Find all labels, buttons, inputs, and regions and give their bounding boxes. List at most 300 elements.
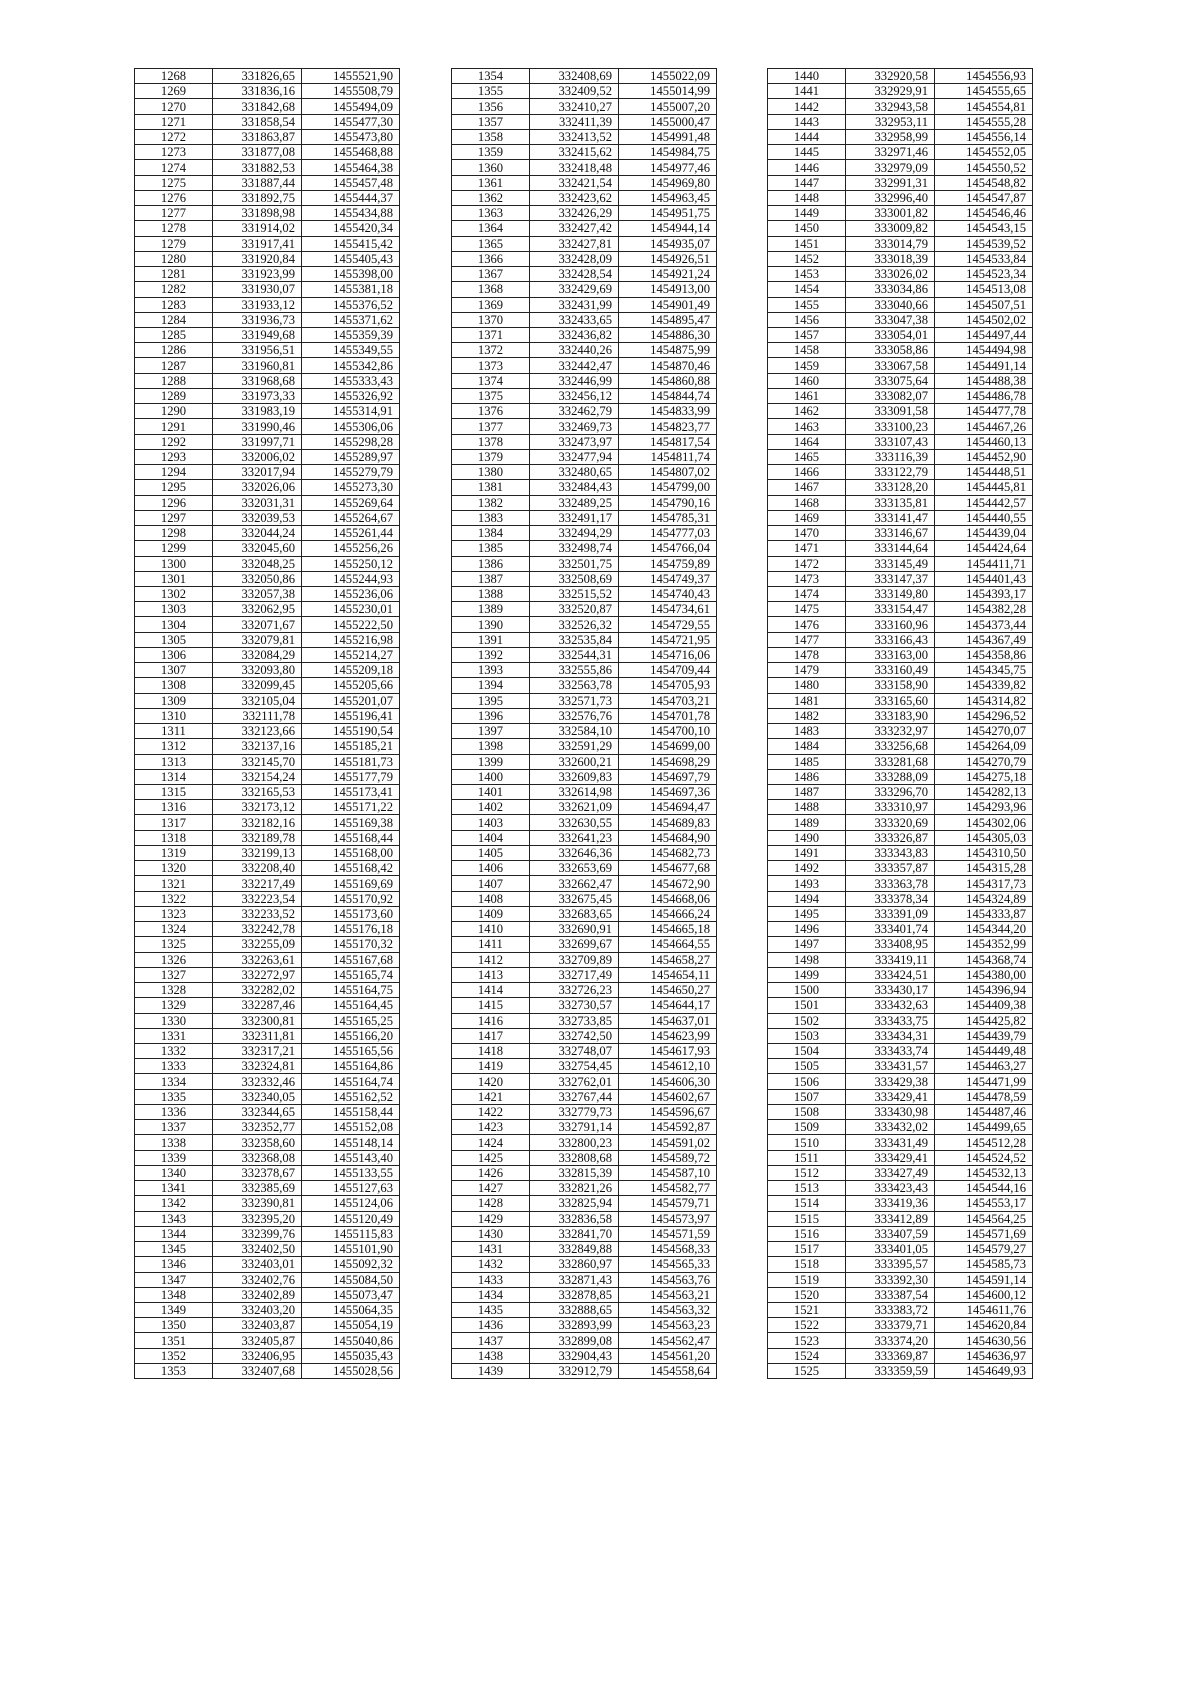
point-number: 1415 (452, 998, 530, 1013)
table-row (768, 1104, 1033, 1119)
table-row (452, 129, 717, 144)
point-number: 1375 (452, 388, 530, 403)
x-coordinate: 333158,90 (846, 678, 935, 693)
point-number: 1446 (768, 160, 846, 175)
point-number: 1515 (768, 1211, 846, 1226)
table-row (768, 800, 1033, 815)
point-number: 1428 (452, 1196, 530, 1211)
y-coordinate: 1454556,14 (935, 129, 1033, 144)
table-row (768, 1272, 1033, 1287)
point-number: 1318 (135, 830, 213, 845)
y-coordinate: 1455326,92 (302, 388, 400, 403)
table-row (452, 1196, 717, 1211)
y-coordinate: 1454554,81 (935, 99, 1033, 114)
point-number: 1452 (768, 251, 846, 266)
point-number: 1300 (135, 556, 213, 571)
table-row (768, 556, 1033, 571)
y-coordinate: 1454512,28 (935, 1135, 1033, 1150)
point-number: 1290 (135, 404, 213, 419)
x-coordinate: 332242,78 (213, 922, 302, 937)
x-coordinate: 332044,24 (213, 526, 302, 541)
x-coordinate: 332403,01 (213, 1257, 302, 1272)
x-coordinate: 332123,66 (213, 724, 302, 739)
x-coordinate: 332591,29 (530, 739, 619, 754)
x-coordinate: 332440,26 (530, 343, 619, 358)
x-coordinate: 333379,71 (846, 1318, 935, 1333)
x-coordinate: 333310,97 (846, 800, 935, 815)
x-coordinate: 332958,99 (846, 129, 935, 144)
x-coordinate: 333001,82 (846, 206, 935, 221)
point-number: 1355 (452, 84, 530, 99)
y-coordinate: 1454611,76 (935, 1302, 1033, 1317)
table-row (135, 1257, 400, 1272)
y-coordinate: 1454368,74 (935, 952, 1033, 967)
y-coordinate: 1454729,55 (619, 617, 717, 632)
y-coordinate: 1454672,90 (619, 876, 717, 891)
x-coordinate: 331997,71 (213, 434, 302, 449)
point-number: 1511 (768, 1150, 846, 1165)
point-number: 1359 (452, 145, 530, 160)
y-coordinate: 1454463,27 (935, 1059, 1033, 1074)
table-row (452, 419, 717, 434)
table-row (452, 586, 717, 601)
table-row (452, 1226, 717, 1241)
point-number: 1340 (135, 1165, 213, 1180)
table-row (768, 129, 1033, 144)
y-coordinate: 1454921,24 (619, 267, 717, 282)
y-coordinate: 1454491,14 (935, 358, 1033, 373)
point-number: 1524 (768, 1348, 846, 1363)
table-row (768, 1013, 1033, 1028)
y-coordinate: 1455477,30 (302, 114, 400, 129)
table-row (768, 739, 1033, 754)
y-coordinate: 1454664,55 (619, 937, 717, 952)
table-row (135, 937, 400, 952)
point-number: 1331 (135, 1028, 213, 1043)
x-coordinate: 332418,48 (530, 160, 619, 175)
y-coordinate: 1454563,21 (619, 1287, 717, 1302)
y-coordinate: 1454963,45 (619, 190, 717, 205)
x-coordinate: 332484,43 (530, 480, 619, 495)
y-coordinate: 1455371,62 (302, 312, 400, 327)
y-coordinate: 1455164,75 (302, 983, 400, 998)
x-coordinate: 332683,65 (530, 906, 619, 921)
y-coordinate: 1455120,49 (302, 1211, 400, 1226)
x-coordinate: 332544,31 (530, 647, 619, 662)
x-coordinate: 331990,46 (213, 419, 302, 434)
point-number: 1382 (452, 495, 530, 510)
point-number: 1517 (768, 1242, 846, 1257)
y-coordinate: 1455124,06 (302, 1196, 400, 1211)
y-coordinate: 1454315,28 (935, 861, 1033, 876)
point-number: 1489 (768, 815, 846, 830)
table-row (452, 175, 717, 190)
table-row (768, 267, 1033, 282)
table-row (768, 1120, 1033, 1135)
y-coordinate: 1455028,56 (302, 1363, 400, 1378)
y-coordinate: 1454811,74 (619, 449, 717, 464)
x-coordinate: 333141,47 (846, 510, 935, 525)
table-row (452, 343, 717, 358)
y-coordinate: 1454665,18 (619, 922, 717, 937)
point-number: 1284 (135, 312, 213, 327)
y-coordinate: 1455381,18 (302, 282, 400, 297)
y-coordinate: 1455256,26 (302, 541, 400, 556)
y-coordinate: 1454373,44 (935, 617, 1033, 632)
point-number: 1351 (135, 1333, 213, 1348)
y-coordinate: 1455040,86 (302, 1333, 400, 1348)
x-coordinate: 332888,65 (530, 1302, 619, 1317)
y-coordinate: 1455164,86 (302, 1059, 400, 1074)
table-row (452, 998, 717, 1013)
table-row (768, 937, 1033, 952)
point-number: 1455 (768, 297, 846, 312)
x-coordinate: 332979,09 (846, 160, 935, 175)
x-coordinate: 333429,41 (846, 1089, 935, 1104)
x-coordinate: 332675,45 (530, 891, 619, 906)
table-row (452, 1363, 717, 1378)
table-row (452, 800, 717, 815)
x-coordinate: 332358,60 (213, 1135, 302, 1150)
x-coordinate: 333018,39 (846, 251, 935, 266)
point-number: 1399 (452, 754, 530, 769)
table-row (768, 754, 1033, 769)
table-row (452, 1165, 717, 1180)
y-coordinate: 1455468,88 (302, 145, 400, 160)
table-row (135, 617, 400, 632)
y-coordinate: 1455398,00 (302, 267, 400, 282)
table-row (135, 129, 400, 144)
table-row (135, 586, 400, 601)
table-row (768, 663, 1033, 678)
y-coordinate: 1454333,87 (935, 906, 1033, 921)
point-number: 1328 (135, 983, 213, 998)
y-coordinate: 1455170,32 (302, 937, 400, 952)
table-row (452, 206, 717, 221)
table-row (768, 1135, 1033, 1150)
y-coordinate: 1454700,10 (619, 724, 717, 739)
table-row (452, 449, 717, 464)
table-row (452, 541, 717, 556)
point-number: 1307 (135, 663, 213, 678)
y-coordinate: 1454563,32 (619, 1302, 717, 1317)
table-row (135, 1044, 400, 1059)
table-row (135, 1196, 400, 1211)
point-number: 1350 (135, 1318, 213, 1333)
x-coordinate: 332469,73 (530, 419, 619, 434)
point-number: 1391 (452, 632, 530, 647)
table-row (452, 373, 717, 388)
x-coordinate: 332031,31 (213, 495, 302, 510)
table-row (768, 586, 1033, 601)
y-coordinate: 1455314,91 (302, 404, 400, 419)
y-coordinate: 1455181,73 (302, 754, 400, 769)
y-coordinate: 1454860,88 (619, 373, 717, 388)
point-number: 1282 (135, 282, 213, 297)
x-coordinate: 332429,69 (530, 282, 619, 297)
table-row (135, 1226, 400, 1241)
table-row (768, 465, 1033, 480)
point-number: 1293 (135, 449, 213, 464)
x-coordinate: 332189,78 (213, 830, 302, 845)
x-coordinate: 332762,01 (530, 1074, 619, 1089)
y-coordinate: 1454591,02 (619, 1135, 717, 1150)
x-coordinate: 332662,47 (530, 876, 619, 891)
point-number: 1505 (768, 1059, 846, 1074)
point-number: 1296 (135, 495, 213, 510)
y-coordinate: 1454913,00 (619, 282, 717, 297)
y-coordinate: 1455405,43 (302, 251, 400, 266)
y-coordinate: 1454807,02 (619, 465, 717, 480)
x-coordinate: 332489,25 (530, 495, 619, 510)
table-row (135, 800, 400, 815)
table-row (452, 617, 717, 632)
table-row (135, 1165, 400, 1180)
point-number: 1339 (135, 1150, 213, 1165)
y-coordinate: 1455164,45 (302, 998, 400, 1013)
table-row (135, 891, 400, 906)
x-coordinate: 333160,96 (846, 617, 935, 632)
point-number: 1494 (768, 891, 846, 906)
table-row (452, 769, 717, 784)
y-coordinate: 1454697,79 (619, 769, 717, 784)
x-coordinate: 332480,65 (530, 465, 619, 480)
table-row (768, 1089, 1033, 1104)
point-number: 1478 (768, 647, 846, 662)
table-row (768, 99, 1033, 114)
y-coordinate: 1455250,12 (302, 556, 400, 571)
table-row (768, 1211, 1033, 1226)
y-coordinate: 1455022,09 (619, 69, 717, 84)
x-coordinate: 332282,02 (213, 983, 302, 998)
table-row (135, 373, 400, 388)
y-coordinate: 1454587,10 (619, 1165, 717, 1180)
point-number: 1468 (768, 495, 846, 510)
table-row (452, 526, 717, 541)
x-coordinate: 332971,46 (846, 145, 935, 160)
point-number: 1416 (452, 1013, 530, 1028)
x-coordinate: 333040,66 (846, 297, 935, 312)
table-row (135, 876, 400, 891)
x-coordinate: 332436,82 (530, 327, 619, 342)
table-row (768, 906, 1033, 921)
x-coordinate: 331914,02 (213, 221, 302, 236)
point-number: 1523 (768, 1333, 846, 1348)
point-number: 1469 (768, 510, 846, 525)
point-number: 1278 (135, 221, 213, 236)
table-row (135, 952, 400, 967)
coordinate-table-1 (134, 68, 400, 1379)
point-number: 1298 (135, 526, 213, 541)
table-row (135, 206, 400, 221)
x-coordinate: 333431,49 (846, 1135, 935, 1150)
y-coordinate: 1455165,25 (302, 1013, 400, 1028)
x-coordinate: 333067,58 (846, 358, 935, 373)
point-number: 1338 (135, 1135, 213, 1150)
y-coordinate: 1455222,50 (302, 617, 400, 632)
point-number: 1348 (135, 1287, 213, 1302)
x-coordinate: 333419,36 (846, 1196, 935, 1211)
point-number: 1357 (452, 114, 530, 129)
point-number: 1366 (452, 251, 530, 266)
y-coordinate: 1454478,59 (935, 1089, 1033, 1104)
point-number: 1380 (452, 465, 530, 480)
y-coordinate: 1455209,18 (302, 663, 400, 678)
y-coordinate: 1454558,64 (619, 1363, 717, 1378)
table-row (768, 830, 1033, 845)
point-number: 1352 (135, 1348, 213, 1363)
table-row (135, 236, 400, 251)
y-coordinate: 1454565,33 (619, 1257, 717, 1272)
point-number: 1378 (452, 434, 530, 449)
point-number: 1472 (768, 556, 846, 571)
y-coordinate: 1455143,40 (302, 1150, 400, 1165)
y-coordinate: 1455185,21 (302, 739, 400, 754)
point-number: 1319 (135, 845, 213, 860)
point-number: 1343 (135, 1211, 213, 1226)
table-row (452, 1318, 717, 1333)
table-row (452, 678, 717, 693)
y-coordinate: 1454409,38 (935, 998, 1033, 1013)
point-number: 1358 (452, 129, 530, 144)
y-coordinate: 1454425,82 (935, 1013, 1033, 1028)
point-number: 1525 (768, 1363, 846, 1378)
point-number: 1521 (768, 1302, 846, 1317)
x-coordinate: 332006,02 (213, 449, 302, 464)
x-coordinate: 332953,11 (846, 114, 935, 129)
x-coordinate: 332893,99 (530, 1318, 619, 1333)
y-coordinate: 1454901,49 (619, 297, 717, 312)
point-number: 1305 (135, 632, 213, 647)
x-coordinate: 331920,84 (213, 251, 302, 266)
y-coordinate: 1455148,14 (302, 1135, 400, 1150)
x-coordinate: 331863,87 (213, 129, 302, 144)
table-row (768, 190, 1033, 205)
point-number: 1457 (768, 327, 846, 342)
x-coordinate: 332079,81 (213, 632, 302, 647)
y-coordinate: 1454705,93 (619, 678, 717, 693)
x-coordinate: 332403,20 (213, 1302, 302, 1317)
x-coordinate: 333401,05 (846, 1242, 935, 1257)
point-number: 1299 (135, 541, 213, 556)
y-coordinate: 1454870,46 (619, 358, 717, 373)
x-coordinate: 332426,29 (530, 206, 619, 221)
table-row (452, 967, 717, 982)
y-coordinate: 1454382,28 (935, 602, 1033, 617)
y-coordinate: 1454424,64 (935, 541, 1033, 556)
y-coordinate: 1454310,50 (935, 845, 1033, 860)
x-coordinate: 333107,43 (846, 434, 935, 449)
x-coordinate: 333423,43 (846, 1181, 935, 1196)
point-number: 1390 (452, 617, 530, 632)
x-coordinate: 331933,12 (213, 297, 302, 312)
table-row (452, 1181, 717, 1196)
point-number: 1353 (135, 1363, 213, 1378)
table-row (135, 1242, 400, 1257)
x-coordinate: 332223,54 (213, 891, 302, 906)
x-coordinate: 332105,04 (213, 693, 302, 708)
table-row (452, 830, 717, 845)
table-row (452, 556, 717, 571)
table-row (135, 922, 400, 937)
point-number: 1389 (452, 602, 530, 617)
y-coordinate: 1454699,00 (619, 739, 717, 754)
table-row (135, 602, 400, 617)
table-row (768, 312, 1033, 327)
point-number: 1419 (452, 1059, 530, 1074)
table-row (452, 1302, 717, 1317)
point-number: 1311 (135, 724, 213, 739)
table-row (768, 815, 1033, 830)
point-number: 1327 (135, 967, 213, 982)
table-row (452, 1257, 717, 1272)
y-coordinate: 1454411,71 (935, 556, 1033, 571)
y-coordinate: 1454555,28 (935, 114, 1033, 129)
table-row (768, 510, 1033, 525)
y-coordinate: 1454709,44 (619, 663, 717, 678)
table-row (135, 739, 400, 754)
x-coordinate: 333128,20 (846, 480, 935, 495)
x-coordinate: 332045,60 (213, 541, 302, 556)
point-number: 1294 (135, 465, 213, 480)
x-coordinate: 332233,52 (213, 906, 302, 921)
y-coordinate: 1454445,81 (935, 480, 1033, 495)
y-coordinate: 1454562,47 (619, 1333, 717, 1348)
table-row (135, 1318, 400, 1333)
x-coordinate: 332730,57 (530, 998, 619, 1013)
table-row (135, 175, 400, 190)
x-coordinate: 332182,16 (213, 815, 302, 830)
table-row (452, 845, 717, 860)
point-number: 1310 (135, 708, 213, 723)
y-coordinate: 1454513,08 (935, 282, 1033, 297)
y-coordinate: 1454471,99 (935, 1074, 1033, 1089)
table-row (135, 967, 400, 982)
x-coordinate: 332446,99 (530, 373, 619, 388)
x-coordinate: 332609,83 (530, 769, 619, 784)
table-row (135, 495, 400, 510)
point-number: 1409 (452, 906, 530, 921)
y-coordinate: 1454734,61 (619, 602, 717, 617)
point-number: 1425 (452, 1150, 530, 1165)
point-number: 1279 (135, 236, 213, 251)
x-coordinate: 332754,45 (530, 1059, 619, 1074)
y-coordinate: 1454439,04 (935, 526, 1033, 541)
point-number: 1372 (452, 343, 530, 358)
y-coordinate: 1454875,99 (619, 343, 717, 358)
table-row (768, 84, 1033, 99)
x-coordinate: 331949,68 (213, 327, 302, 342)
point-number: 1381 (452, 480, 530, 495)
y-coordinate: 1455166,20 (302, 1028, 400, 1043)
y-coordinate: 1454721,95 (619, 632, 717, 647)
y-coordinate: 1454649,93 (935, 1363, 1033, 1378)
table-row (452, 785, 717, 800)
table-row (135, 1302, 400, 1317)
x-coordinate: 332878,85 (530, 1287, 619, 1302)
x-coordinate: 332272,97 (213, 967, 302, 982)
y-coordinate: 1455521,90 (302, 69, 400, 84)
table-row (452, 647, 717, 662)
y-coordinate: 1454991,48 (619, 129, 717, 144)
point-number: 1510 (768, 1135, 846, 1150)
x-coordinate: 333369,87 (846, 1348, 935, 1363)
x-coordinate: 332402,89 (213, 1287, 302, 1302)
point-number: 1418 (452, 1044, 530, 1059)
x-coordinate: 333357,87 (846, 861, 935, 876)
y-coordinate: 1455064,35 (302, 1302, 400, 1317)
point-number: 1426 (452, 1165, 530, 1180)
